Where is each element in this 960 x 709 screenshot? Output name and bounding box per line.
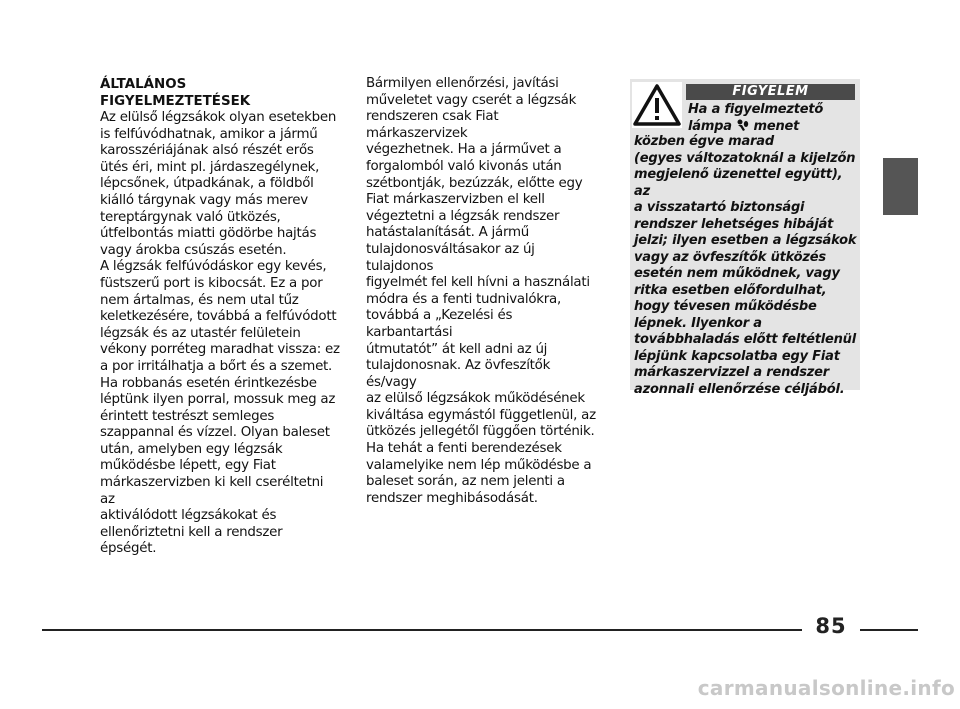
- warning-text-body: közben égve marad (egyes változatoknál a kijelzőn megjelenő üzenettel együtt), az a visszatartó biztonsági rendszer lehetséges hibáját jelzi; ilyen esetben a légzsákok vagy az övfeszítők ütközés esetén nem működnek, vagy ritka esetben előfordulhat, hogy tévesen működésbe lépnek. Ilyenkor a továbbhaladás előtt feltétlenül lépjünk kapcsolatba egy Fiat márkaszervizzel a rendszer azonnali ellenőrzése céljából.: [634, 134, 857, 397]
- page-number: 85: [815, 614, 847, 638]
- warning-text-after-icon: menet: [749, 118, 800, 134]
- footer-rule-left: [42, 629, 802, 631]
- airbag-warning-lamp-icon: [736, 119, 749, 132]
- footer-rule-right: [860, 629, 918, 631]
- warning-title: FIGYELEM: [686, 84, 855, 100]
- section-heading: ÁLTALÁNOS FIGYELMEZTETÉSEK: [100, 77, 251, 109]
- warning-text-intro: [688, 102, 858, 135]
- warning-triangle-icon: [632, 82, 682, 128]
- side-tab-marker: [883, 158, 918, 215]
- body-text-middle: Bármilyen ellenőrzési, javítási műveletet vagy cserét a légzsák rendszeren csak Fiat márkaszervizek végezhetnek. Ha a járművet a forgalomból való kivonás után szétbontják, bezúzzák, előtte egy Fiat márkaszervizben el kell végeztetni a légzsák rendszer hatástalanítását. A jármű tulajdonosváltásakor az új tulajdonos figyelmét fel kell hívni a használati módra és a fenti tudnivalókra, továbbá a „Kezelési és karbantartási útmutatót” át kell adni az új tulajdonosnak. Az övfeszítők és/vagy az elülső légzsákok működésének kiváltása egymástól függetlenül, az ütközés jellegétől függően történik. Ha tehát a fenti berendezések valamelyike nem lép működésbe a baleset során, az nem jelenti a rendszer meghibásodását.: [366, 76, 596, 506]
- watermark-text: carmanualsonline.info: [697, 676, 955, 700]
- column-left: [100, 76, 340, 558]
- warning-text-before-icon: Ha a figyelmeztető lámpa: [688, 102, 824, 134]
- column-middle: [366, 76, 602, 507]
- body-text-left: Az elülső légzsákok olyan esetekben is felfúvódhatnak, amikor a jármű karosszériájának alsó részét erős ütés éri, mint pl. járdaszegélynek, lépcsőnek, útpadkának, a földből kiálló tárgynak vagy más merev tereptárgynak való ütközés, útfelbontás miatti gödörbe hajtás vagy árokba csúszás esetén. A légzsák felfúvódáskor egy kevés, füstszerű port is kibocsát. Ez a por nem ártalmas, és nem utal tűz keletkezésére, továbbá a felfúvódott légzsák és az utastér felületein vékony porréteg maradhat vissza: ez a por irritálhatja a bőrt és a szemet. Ha robbanás esetén érintkezésbe léptünk ilyen porral, mossuk meg az érintett testrészt semleges szappannal és vízzel. Olyan baleset után, amelyben egy légzsák működésbe lépett, egy Fiat márkaszervizben ki kell cseréltetni az aktiválódott légzsákokat és ellenőriztetni kell a rendszer épségét.: [100, 110, 340, 557]
